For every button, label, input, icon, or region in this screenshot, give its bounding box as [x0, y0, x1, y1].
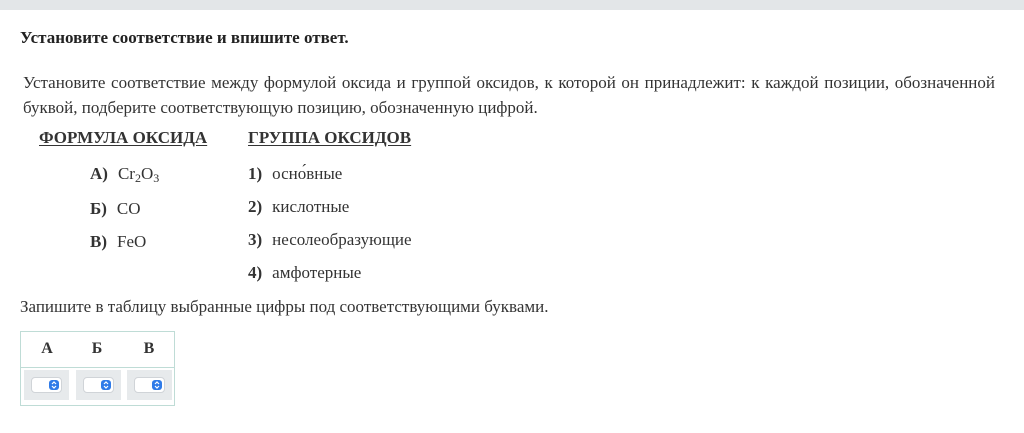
- right-item-4: [248, 263, 361, 283]
- item-key: А): [90, 164, 108, 183]
- answer-select-b[interactable]: [83, 377, 114, 393]
- top-bar: [0, 0, 1024, 10]
- select-stepper-icon: [49, 380, 59, 390]
- item-key: 1): [248, 164, 263, 183]
- task-heading: Установите соответствие и впишите ответ.: [20, 28, 349, 47]
- left-item-b: [90, 199, 141, 219]
- header-a: А: [41, 340, 53, 357]
- header-b: Б: [91, 340, 103, 357]
- item-key: В): [90, 232, 107, 251]
- header-v: В: [143, 340, 155, 357]
- oxide-group: осно́вные: [272, 164, 343, 183]
- instruction-text: Запишите в таблицу выбранные цифры под соответствующими буквами.: [20, 297, 549, 316]
- item-key: 2): [248, 197, 263, 216]
- right-item-1: [248, 164, 342, 184]
- oxide-group: кислотные: [272, 197, 350, 216]
- select-stepper-icon: [152, 380, 162, 390]
- question-text: Установите соответствие между формулой оксида и группой оксидов, к которой он принадлежит: к каждой позиции, обозначенной буквой, подберите соответствующую позицию, обозначенную цифрой.: [23, 73, 995, 117]
- item-key: 4): [248, 263, 263, 282]
- right-item-2: [248, 197, 349, 217]
- oxide-formula: CO: [116, 199, 141, 218]
- answer-select-a[interactable]: [31, 377, 62, 393]
- oxide-formula: FeO: [117, 232, 147, 251]
- answer-select-v[interactable]: [134, 377, 165, 393]
- oxide-group: амфотерные: [272, 263, 362, 282]
- left-column-title: ФОРМУЛА ОКСИДА: [39, 128, 208, 147]
- answer-cell-b: [76, 370, 121, 400]
- answer-cell-v: [127, 370, 172, 400]
- right-column-title: ГРУППА ОКСИДОВ: [248, 128, 412, 147]
- answer-cell-a: [24, 370, 69, 400]
- left-item-v: [90, 232, 146, 252]
- right-item-3: [248, 230, 412, 250]
- item-key: 3): [248, 230, 263, 249]
- oxide-formula: $Cr_2O_3$: [117, 164, 160, 185]
- item-key: Б): [90, 199, 107, 218]
- oxide-group: несолеобразующие: [272, 230, 412, 249]
- answer-table: [20, 331, 175, 406]
- table-divider: [21, 367, 174, 368]
- left-item-a: [90, 164, 159, 184]
- select-stepper-icon: [101, 380, 111, 390]
